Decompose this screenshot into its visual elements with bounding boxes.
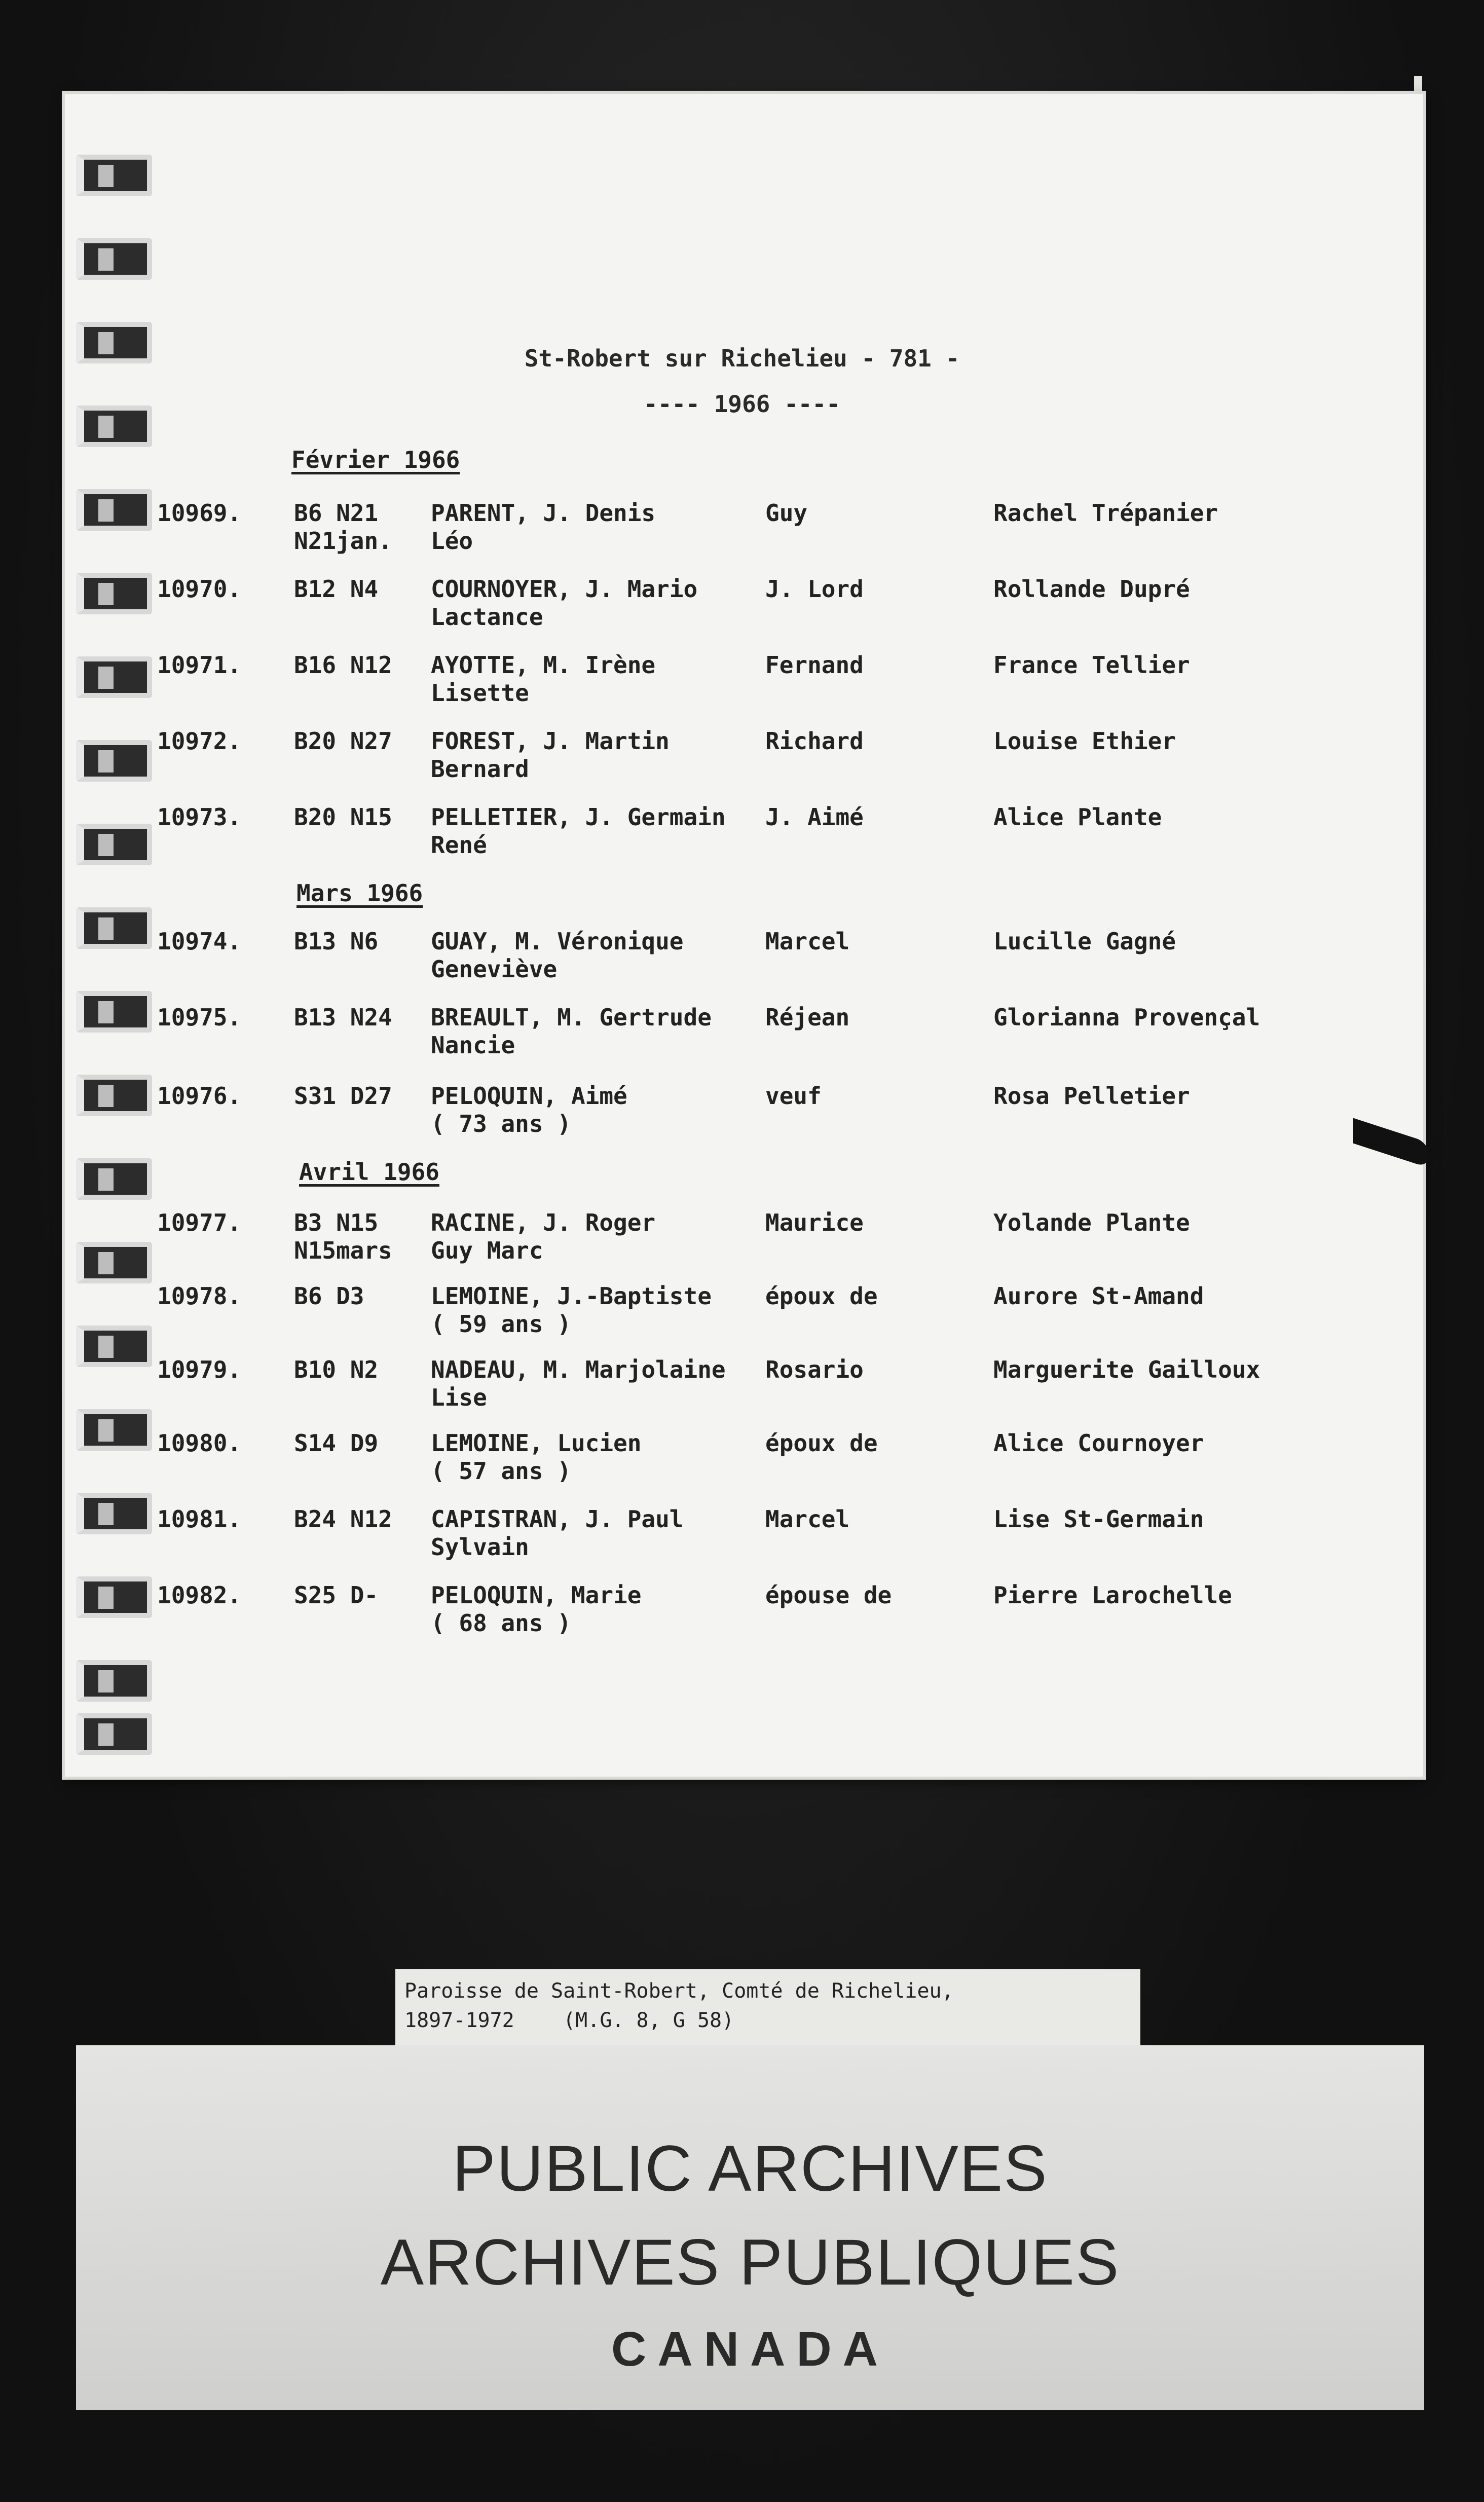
entry-number: 10978.	[157, 1282, 242, 1310]
entry-number: 10974.	[157, 928, 242, 955]
register-entry	[0, 499, 1484, 560]
entry-mother: Glorianna Provençal	[993, 1004, 1260, 1031]
entry-father: Rosario	[765, 1356, 864, 1383]
collection-label	[395, 1969, 1140, 2050]
entry-code: B16 N12	[294, 651, 392, 679]
register-entry	[0, 1356, 1484, 1417]
entry-number: 10980.	[157, 1429, 242, 1457]
entry-subname: Geneviève	[431, 955, 558, 983]
entry-code-date: N21jan.	[294, 527, 392, 555]
month-heading-feb: Février 1966	[291, 446, 460, 473]
entry-father: Marcel	[765, 928, 850, 955]
month-heading-mar: Mars 1966	[296, 879, 423, 907]
entry-subname: Bernard	[431, 755, 529, 783]
entry-code: B13 N6	[294, 928, 379, 955]
entry-subname: ( 68 ans )	[431, 1609, 571, 1637]
entry-name: FOREST, J. Martin	[431, 727, 670, 755]
binding-ring	[76, 1158, 152, 1200]
entry-mother: Yolande Plante	[993, 1209, 1190, 1236]
entry-code: B20 N15	[294, 803, 392, 831]
entry-name: COURNOYER, J. Mario	[431, 575, 698, 603]
year-heading: ---- 1966 ----	[644, 390, 840, 418]
entry-number: 10981.	[157, 1505, 242, 1533]
entry-mother: Lise St-Germain	[993, 1505, 1204, 1533]
entry-mother: Aurore St-Amand	[993, 1282, 1204, 1310]
entry-number: 10976.	[157, 1082, 242, 1110]
entry-mother: Marguerite Gailloux	[993, 1356, 1260, 1383]
entry-father: époux de	[765, 1429, 878, 1457]
entry-number: 10973.	[157, 803, 242, 831]
entry-name: CAPISTRAN, J. Paul	[431, 1505, 684, 1533]
entry-mother: Rachel Trépanier	[993, 499, 1218, 527]
entry-father: veuf	[765, 1082, 822, 1110]
entry-father: Richard	[765, 727, 864, 755]
entry-name: PELLETIER, J. Germain	[431, 803, 726, 831]
archives-line-country: CANADA	[611, 2322, 889, 2376]
entry-mother: Rollande Dupré	[993, 575, 1190, 603]
entry-code: B3 N15	[294, 1209, 379, 1236]
register-entry	[0, 1082, 1484, 1143]
entry-code: S31 D27	[294, 1082, 392, 1110]
binding-ring	[76, 155, 152, 196]
entry-name: BREAULT, M. Gertrude	[431, 1004, 712, 1031]
entry-subname: Sylvain	[431, 1533, 529, 1561]
entry-number: 10971.	[157, 651, 242, 679]
entry-code-date: N15mars	[294, 1237, 392, 1264]
entry-code: S25 D-	[294, 1581, 379, 1609]
archives-line-english: PUBLIC ARCHIVES	[452, 2132, 1048, 2205]
entry-mother: France Tellier	[993, 651, 1190, 679]
entry-subname: Guy Marc	[431, 1237, 543, 1264]
entry-subname: ( 73 ans )	[431, 1110, 571, 1137]
entry-number: 10970.	[157, 575, 242, 603]
entry-father: Fernand	[765, 651, 864, 679]
entry-father: Marcel	[765, 1505, 850, 1533]
entry-code: B6 N21	[294, 499, 379, 527]
entry-mother: Alice Plante	[993, 803, 1162, 831]
register-entry	[0, 1581, 1484, 1642]
entry-name: GUAY, M. Véronique	[431, 928, 684, 955]
entry-mother: Pierre Larochelle	[993, 1581, 1232, 1609]
register-entry	[0, 1004, 1484, 1064]
register-entry	[0, 1282, 1484, 1343]
register-entry	[0, 1209, 1484, 1270]
entry-number: 10969.	[157, 499, 242, 527]
entry-mother: Lucille Gagné	[993, 928, 1176, 955]
entry-father: J. Aimé	[765, 803, 864, 831]
register-entry	[0, 727, 1484, 788]
entry-number: 10975.	[157, 1004, 242, 1031]
entry-subname: Léo	[431, 527, 473, 555]
entry-father: épouse de	[765, 1581, 892, 1609]
register-entry	[0, 928, 1484, 988]
entry-name: NADEAU, M. Marjolaine	[431, 1356, 726, 1383]
entry-code: B10 N2	[294, 1356, 379, 1383]
binding-ring	[76, 238, 152, 280]
entry-number: 10979.	[157, 1356, 242, 1383]
entry-code: B6 D3	[294, 1282, 364, 1310]
entry-number: 10982.	[157, 1581, 242, 1609]
register-entry	[0, 1429, 1484, 1490]
binding-ring	[76, 1660, 152, 1702]
entry-code: B12 N4	[294, 575, 379, 603]
entry-code: B24 N12	[294, 1505, 392, 1533]
month-heading-apr: Avril 1966	[299, 1158, 439, 1186]
entry-subname: Lactance	[431, 603, 543, 631]
entry-name: PELOQUIN, Marie	[431, 1581, 642, 1609]
archives-line-french: ARCHIVES PUBLIQUES	[380, 2226, 1120, 2299]
entry-father: Guy	[765, 499, 808, 527]
entry-subname: Lisette	[431, 679, 529, 707]
register-entry	[0, 803, 1484, 864]
entry-father: Réjean	[765, 1004, 850, 1031]
entry-mother: Louise Ethier	[993, 727, 1176, 755]
archives-card	[76, 2045, 1424, 2410]
entry-subname: Nancie	[431, 1032, 515, 1059]
entry-number: 10977.	[157, 1209, 242, 1236]
page-title: St-Robert sur Richelieu - 781 -	[524, 345, 960, 372]
entry-father: J. Lord	[765, 575, 864, 603]
entry-name: PARENT, J. Denis	[431, 499, 656, 527]
entry-subname: Lise	[431, 1384, 487, 1411]
entry-subname: René	[431, 831, 487, 859]
entry-number: 10972.	[157, 727, 242, 755]
register-entry	[0, 575, 1484, 636]
entry-name: LEMOINE, J.-Baptiste	[431, 1282, 712, 1310]
entry-father: époux de	[765, 1282, 878, 1310]
entry-code: B20 N27	[294, 727, 392, 755]
entry-name: PELOQUIN, Aimé	[431, 1082, 627, 1110]
entry-name: AYOTTE, M. Irène	[431, 651, 656, 679]
collection-label-line2: 1897-1972 (M.G. 8, G 58)	[404, 2009, 734, 2032]
entry-subname: ( 57 ans )	[431, 1457, 571, 1485]
entry-code: B13 N24	[294, 1004, 392, 1031]
entry-mother: Alice Cournoyer	[993, 1429, 1204, 1457]
binding-ring	[76, 1713, 152, 1755]
entry-name: RACINE, J. Roger	[431, 1209, 656, 1236]
entry-name: LEMOINE, Lucien	[431, 1429, 642, 1457]
entry-father: Maurice	[765, 1209, 864, 1236]
register-entry	[0, 1505, 1484, 1566]
collection-label-line1: Paroisse de Saint-Robert, Comté de Richelieu,	[404, 1979, 954, 2003]
entry-code: S14 D9	[294, 1429, 379, 1457]
entry-subname: ( 59 ans )	[431, 1310, 571, 1338]
entry-mother: Rosa Pelletier	[993, 1082, 1190, 1110]
register-entry	[0, 651, 1484, 712]
